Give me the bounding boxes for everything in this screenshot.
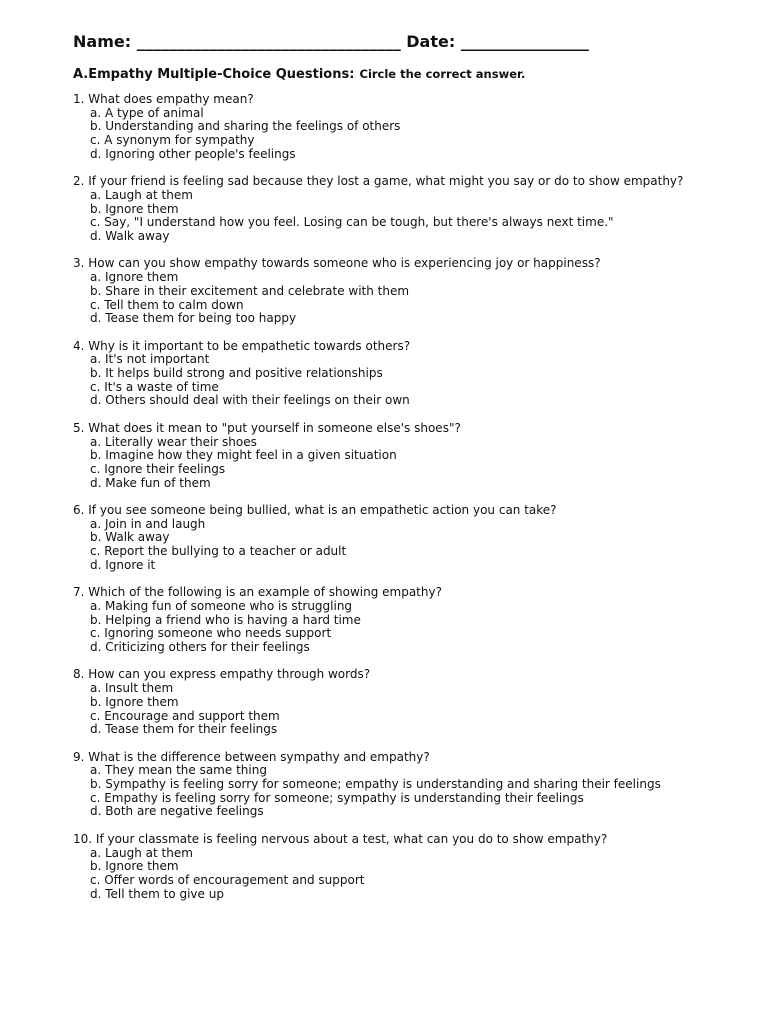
option-a: a. It's not important — [90, 352, 210, 367]
question-7 — [73, 586, 713, 655]
option-a: a. Join in and laugh — [90, 516, 206, 531]
option-b: b. Ignore them — [90, 859, 179, 874]
option-c: c. Ignore their feelings — [90, 461, 226, 476]
option-a: a. They mean the same thing — [90, 763, 267, 778]
option-c: c. Ignoring someone who needs support — [90, 626, 332, 641]
option-d: d. Others should deal with their feelings on their own — [90, 393, 410, 408]
option-d: d. Tell them to give up — [90, 886, 224, 901]
question-text: 10. If your classmate is feeling nervous about a test, what can you do to show empathy? — [73, 831, 608, 846]
option-d: d. Ignoring other people's feelings — [90, 146, 296, 161]
question-1 — [73, 93, 713, 162]
question-4 — [73, 340, 713, 409]
question-2 — [73, 175, 713, 244]
option-c: c. Encourage and support them — [90, 708, 280, 723]
question-text: 2. If your friend is feeling sad because they lost a game, what might you say or do to show empathy? — [73, 174, 684, 189]
option-d: d. Make fun of them — [90, 475, 211, 490]
name-label: Name: — [73, 32, 132, 51]
question-text: 8. How can you express empathy through words? — [73, 667, 371, 682]
question-text: 7. Which of the following is an example of showing empathy? — [73, 585, 442, 600]
name-blank: _________________________________ — [136, 32, 401, 51]
question-3 — [73, 257, 713, 326]
option-a: a. A type of animal — [90, 105, 204, 120]
date-label: Date: — [406, 32, 456, 51]
question-8 — [73, 668, 713, 737]
option-c: c. Empathy is feeling sorry for someone; sympathy is understanding their feelings — [90, 790, 584, 805]
option-b: b. It helps build strong and positive relationships — [90, 366, 383, 381]
question-text: 5. What does it mean to "put yourself in someone else's shoes"? — [73, 420, 461, 435]
option-b: b. Sympathy is feeling sorry for someone; empathy is understanding and sharing their feelings — [90, 777, 661, 792]
option-d: d. Walk away — [90, 229, 170, 244]
question-text: 4. Why is it important to be empathetic towards others? — [73, 338, 411, 353]
option-b: b. Ignore them — [90, 694, 179, 709]
option-b: b. Imagine how they might feel in a given situation — [90, 448, 397, 463]
option-b: b. Walk away — [90, 530, 170, 545]
option-c: c. Tell them to calm down — [90, 297, 244, 312]
option-a: a. Ignore them — [90, 270, 179, 285]
option-a: a. Laugh at them — [90, 187, 193, 202]
section-title — [73, 65, 713, 83]
option-c: c. It's a waste of time — [90, 379, 219, 394]
section-instruction: Circle the correct answer. — [359, 67, 526, 81]
option-d: d. Both are negative feelings — [90, 804, 264, 819]
option-b: b. Ignore them — [90, 201, 179, 216]
option-b: b. Understanding and sharing the feelings of others — [90, 119, 401, 134]
option-c: c. A synonym for sympathy — [90, 133, 255, 148]
section-heading: A.Empathy Multiple-Choice Questions: — [73, 67, 355, 82]
date-blank: ________________ — [460, 32, 589, 51]
option-d: d. Tease them for their feelings — [90, 722, 278, 737]
option-c: c. Say, "I understand how you feel. Losing can be tough, but there's always next time." — [90, 215, 614, 230]
header-row — [73, 32, 713, 52]
question-text: 1. What does empathy mean? — [73, 92, 254, 106]
question-text: 3. How can you show empathy towards someone who is experiencing joy or happiness? — [73, 256, 601, 271]
option-b: b. Helping a friend who is having a hard time — [90, 612, 361, 627]
option-a: a. Literally wear their shoes — [90, 434, 257, 449]
option-d: d. Tease them for being too happy — [90, 311, 297, 326]
option-c: c. Report the bullying to a teacher or adult — [90, 544, 347, 559]
question-text: 9. What is the difference between sympathy and empathy? — [73, 749, 430, 764]
option-a: a. Laugh at them — [90, 845, 193, 860]
question-10 — [73, 833, 713, 902]
option-c: c. Offer words of encouragement and support — [90, 872, 365, 887]
question-text: 6. If you see someone being bullied, what is an empathetic action you can take? — [73, 503, 557, 518]
option-d: d. Criticizing others for their feelings — [90, 640, 310, 655]
option-b: b. Share in their excitement and celebrate with them — [90, 283, 410, 298]
question-5 — [73, 422, 713, 491]
question-list — [73, 93, 713, 915]
option-a: a. Insult them — [90, 681, 174, 696]
option-d: d. Ignore it — [90, 557, 156, 572]
option-a: a. Making fun of someone who is struggling — [90, 598, 353, 613]
question-9 — [73, 751, 713, 820]
question-6 — [73, 504, 713, 573]
